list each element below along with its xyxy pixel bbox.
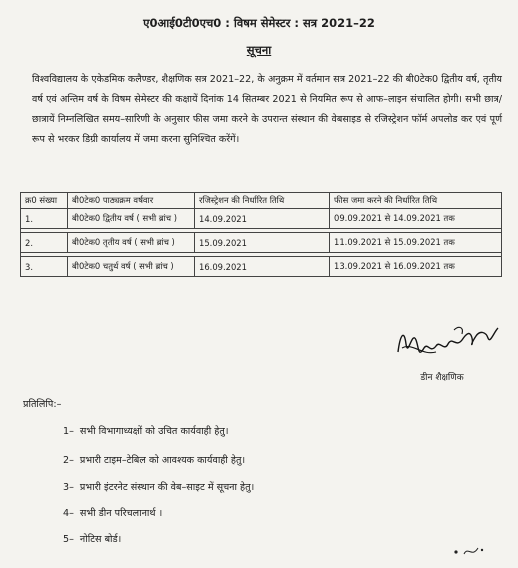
notice-body: विश्वविद्यालय के एकेडमिक कलैण्डर, शैक्षणिक सत्र 2021–22, के अनुक्रम में वर्तमान सत्र 2021–22 की बी0टेक0 द्वितीय वर्ष, तृतीय वर्ष एवं अन्तिम वर्ष के विषम सेमेस्टर की कक्षायें दिनांक 14 सितम्बर 2021 से नियमित रूप से आफ–लाइन संचालित होगी। सभी छात्र/छात्रायें निम्नलिखित समय–सारिणी के अनुसार फीस जमा करने के उपरान्त संस्थान की वेबसाइड से रजिस्ट्रेशन फॉर्म अपलोड कर एवं पूर्ण रूप से भरकर डिग्री कार्यालय में जमा करना सुनिश्चित करेंगें। — [32, 74, 502, 145]
header-course: बी0टेक0 पाठ्यक्रम वर्षवार — [68, 193, 195, 209]
signature-icon — [392, 318, 502, 370]
list-item-text: सभी डीन परिचलानार्थ । — [79, 508, 163, 519]
list-item-text: सभी विभागाध्यक्षों को उचित कार्यवाही हेतु। — [79, 426, 229, 437]
table-row — [21, 257, 502, 277]
list-item-number: 1– — [63, 426, 74, 437]
header-fee-date: फीस जमा करने की निर्धारित तिथि — [330, 193, 502, 209]
row-registration-date: 16.09.2021 — [195, 257, 330, 277]
header-registration-date: रजिस्ट्रेशन की निर्धारित तिथि — [195, 193, 330, 209]
row-fee-date: 09.09.2021 से 14.09.2021 तक — [330, 209, 502, 229]
row-fee-date: 13.09.2021 से 16.09.2021 तक — [330, 257, 502, 277]
row-course: बी0टेक0 चतुर्थ वर्ष ( सभी ब्रांच ) — [68, 257, 195, 277]
list-item-text: प्रभारी इंटरनेट संस्थान की वेब–साइट में सूचना हेतु। — [79, 482, 255, 493]
row-registration-date: 14.09.2021 — [195, 209, 330, 229]
row-serial: 1. — [21, 209, 68, 229]
list-item-number: 2– — [63, 455, 74, 466]
list-item — [63, 453, 245, 466]
header-serial: क्र0 संख्या — [21, 193, 68, 209]
row-fee-date: 11.09.2021 से 15.09.2021 तक — [330, 233, 502, 253]
document-header: ए0आई0टी0एच0 : विषम सेमेस्टर : सत्र 2021–22 — [143, 16, 375, 30]
table-header-row — [21, 193, 502, 209]
list-item — [63, 506, 162, 519]
notice-title-text: सूचना — [246, 43, 272, 57]
margin-mark-icon — [448, 540, 488, 560]
list-item-text: प्रभारी टाइम–टेबिल को आवश्यक कार्यवाही हेतु। — [79, 455, 246, 466]
row-course: बी0टेक0 द्वितीय वर्ष ( सभी ब्रांच ) — [68, 209, 195, 229]
row-course: बी0टेक0 तृतीय वर्ष ( सभी ब्रांच ) — [68, 233, 195, 253]
table-row — [21, 209, 502, 229]
row-serial: 2. — [21, 233, 68, 253]
list-item-number: 4– — [63, 508, 74, 519]
copy-to-label: प्रतिलिपि:– — [23, 399, 62, 410]
signatory-title: डीन शैक्षणिक — [420, 373, 464, 383]
row-serial: 3. — [21, 257, 68, 277]
list-item-text: नोटिस बोर्ड। — [79, 534, 122, 545]
list-item — [63, 480, 254, 493]
list-item — [63, 424, 229, 437]
list-item — [63, 532, 121, 545]
table-row — [21, 233, 502, 253]
schedule-table — [20, 192, 502, 277]
notice-title — [0, 43, 518, 58]
list-item-number: 5– — [63, 534, 74, 545]
list-item-number: 3– — [63, 482, 74, 493]
row-registration-date: 15.09.2021 — [195, 233, 330, 253]
